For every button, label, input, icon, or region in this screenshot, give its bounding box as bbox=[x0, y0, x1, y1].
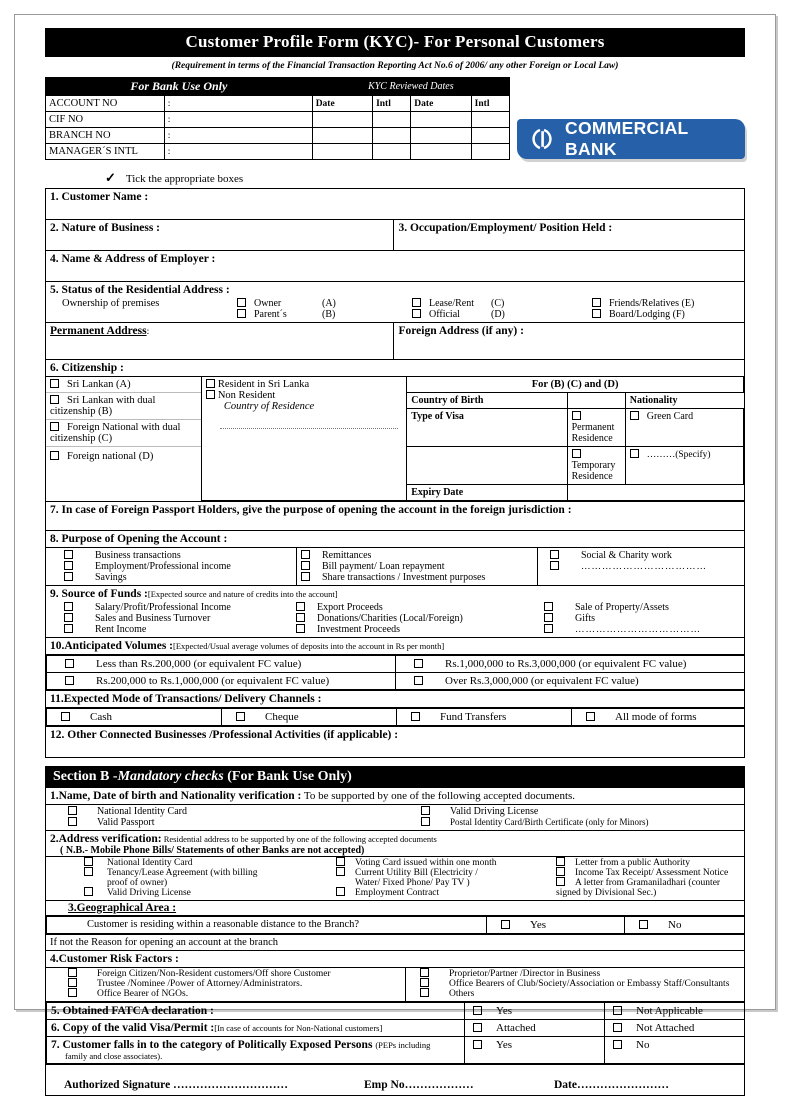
heading-mode-of-transactions: 11.Expected Mode of Transactions/ Delivery Channels : bbox=[46, 691, 745, 708]
citizenship-spacer bbox=[46, 485, 201, 501]
checkbox-icon[interactable] bbox=[50, 451, 59, 460]
date-field[interactable]: Date…………………… bbox=[554, 1079, 669, 1091]
ownership-option-owner[interactable]: Owner (A) bbox=[237, 298, 412, 309]
checkbox-icon[interactable] bbox=[65, 659, 74, 668]
checkbox-icon[interactable] bbox=[64, 602, 73, 611]
volume-option-less-than-200k[interactable]: Less than Rs.200,000 (or equivalent FC value) bbox=[47, 656, 396, 673]
sof-option-donations[interactable]: Donations/Charities (Local/Foreign) bbox=[296, 613, 528, 624]
review-date-cell[interactable] bbox=[312, 144, 372, 160]
heading-anticipated-volumes: 10.Anticipated Volumes :[Expected/Usual average volumes of deposits into the account in Rs per month] bbox=[46, 638, 745, 655]
for-bcd-header: For (B) (C) and (D) bbox=[407, 377, 744, 393]
b2-option-driving-license[interactable]: Valid Driving License bbox=[84, 888, 334, 898]
emp-no-field[interactable]: Emp No……………… bbox=[364, 1079, 474, 1091]
b2-option-tenancy-cont: proof of owner) bbox=[107, 878, 168, 888]
b2-option-nic[interactable]: National Identity Card bbox=[84, 858, 334, 868]
field-nature-of-business[interactable]: 2. Nature of Business : bbox=[46, 220, 394, 251]
checkbox-icon[interactable] bbox=[411, 712, 420, 721]
field-foreign-jurisdiction-purpose[interactable]: 7. In case of Foreign Passport Holders, give the purpose of opening the account in the foreign jurisdiction : bbox=[46, 502, 745, 531]
b2-option-public-authority[interactable]: Letter from a public Authority bbox=[556, 858, 744, 868]
checkbox-icon[interactable] bbox=[64, 550, 73, 559]
review-date-cell[interactable] bbox=[411, 144, 471, 160]
checkbox-icon[interactable] bbox=[473, 1006, 482, 1015]
checkbox-icon[interactable] bbox=[420, 978, 429, 987]
purpose-option-social-charity[interactable]: Social & Charity work bbox=[550, 550, 740, 561]
purpose-option-other[interactable]: ……………………………… bbox=[550, 561, 740, 572]
sof-option-gifts[interactable]: Gifts bbox=[544, 613, 740, 624]
checkbox-icon[interactable] bbox=[68, 988, 77, 997]
volume-option-over-3m[interactable]: Over Rs.3,000,000 (or equivalent FC value) bbox=[396, 673, 745, 690]
mode-option-cheque[interactable]: Cheque bbox=[222, 709, 397, 726]
checkbox-icon[interactable] bbox=[613, 1006, 622, 1015]
checkbox-icon[interactable] bbox=[556, 877, 565, 886]
review-intl-cell[interactable] bbox=[471, 112, 509, 128]
checkbox-icon[interactable] bbox=[544, 602, 553, 611]
purpose-option-savings[interactable]: Savings bbox=[64, 572, 292, 583]
residency-option-resident[interactable]: Resident in Sri Lanka bbox=[206, 379, 402, 390]
sof-option-sales-turnover[interactable]: Sales and Business Turnover bbox=[64, 613, 292, 624]
checkbox-icon[interactable] bbox=[550, 550, 559, 559]
field-customer-name[interactable]: 1. Customer Name : bbox=[46, 189, 745, 220]
input-country-of-birth[interactable] bbox=[567, 393, 625, 409]
purpose-option-share-transactions[interactable]: Share transactions / Investment purposes bbox=[301, 572, 533, 583]
signature-row bbox=[46, 1065, 745, 1096]
b2-option-utility-bill[interactable]: Current Utility Bill (Electricity / bbox=[336, 868, 554, 878]
purpose-option-remittances[interactable]: Remittances bbox=[301, 550, 533, 561]
b5-option-yes[interactable]: Yes bbox=[465, 1003, 605, 1020]
b3-option-yes[interactable]: Yes bbox=[487, 917, 625, 934]
checkbox-icon[interactable] bbox=[206, 379, 215, 388]
checkbox-icon[interactable] bbox=[613, 1023, 622, 1032]
checkbox-icon[interactable] bbox=[68, 968, 77, 977]
row-label-cif-no: CIF NO bbox=[46, 112, 165, 128]
checkbox-icon[interactable] bbox=[64, 624, 73, 633]
citizenship-option-dual-sri-lankan[interactable]: Sri Lankan with dual citizenship (B) bbox=[46, 393, 201, 420]
b3-if-not-reason[interactable]: If not the Reason for opening an account at the branch bbox=[46, 935, 745, 951]
checkbox-icon[interactable] bbox=[501, 920, 510, 929]
col-header-intl-2: Intl bbox=[471, 96, 509, 112]
row-label-account-no: ACCOUNT NO bbox=[46, 96, 165, 112]
purpose-option-employment-income[interactable]: Employment/Professional income bbox=[64, 561, 292, 572]
checkbox-icon[interactable] bbox=[296, 602, 305, 611]
checkbox-icon[interactable] bbox=[84, 887, 93, 896]
label-type-of-visa: Type of Visa bbox=[407, 409, 567, 447]
checkbox-icon[interactable] bbox=[84, 867, 93, 876]
checkbox-icon[interactable] bbox=[301, 561, 310, 570]
field-other-businesses[interactable]: 12. Other Connected Businesses /Professional Activities (if applicable) : bbox=[46, 727, 745, 758]
citizenship-option-sri-lankan[interactable]: Sri Lankan (A) bbox=[46, 377, 201, 393]
review-date-cell[interactable] bbox=[411, 128, 471, 144]
checkbox-icon[interactable] bbox=[412, 309, 421, 318]
b3-question-row bbox=[46, 916, 745, 935]
checkbox-icon[interactable] bbox=[412, 298, 421, 307]
checkbox-icon[interactable] bbox=[84, 857, 93, 866]
b4-heading: 4.Customer Risk Factors : bbox=[46, 951, 745, 968]
section-b-header: Section B -Mandatory checks (For Bank Use Only) bbox=[45, 766, 745, 788]
checkbox-icon[interactable] bbox=[336, 887, 345, 896]
check-icon: ✓ bbox=[105, 170, 116, 185]
review-intl-cell[interactable] bbox=[373, 144, 411, 160]
purpose-option-bill-payment[interactable]: Bill payment/ Loan repayment bbox=[301, 561, 533, 572]
section-mode-of-transactions bbox=[46, 708, 745, 727]
review-intl-cell[interactable] bbox=[373, 128, 411, 144]
bank-use-header: For Bank Use Only bbox=[46, 78, 313, 96]
checkbox-icon[interactable] bbox=[572, 411, 581, 420]
review-intl-cell[interactable] bbox=[471, 128, 509, 144]
field-permanent-address[interactable]: Permanent Address: bbox=[46, 323, 394, 360]
checkbox-icon[interactable] bbox=[50, 379, 59, 388]
checkbox-icon[interactable] bbox=[68, 817, 77, 826]
sof-option-investment-proceeds[interactable]: Investment Proceeds bbox=[296, 624, 528, 635]
citizenship-option-foreign-dual[interactable]: Foreign National with dual citizenship (C) bbox=[46, 420, 201, 447]
checkbox-icon[interactable] bbox=[296, 613, 305, 622]
sof-option-salary[interactable]: Salary/Profit/Professional Income bbox=[64, 602, 292, 613]
checkbox-icon[interactable] bbox=[592, 298, 601, 307]
checkbox-icon[interactable] bbox=[68, 978, 77, 987]
ownership-label: Ownership of premises bbox=[62, 298, 160, 309]
page-title: Customer Profile Form (KYC)- For Personal Customers bbox=[45, 28, 745, 57]
bank-use-table bbox=[45, 77, 510, 160]
checkbox-icon[interactable] bbox=[237, 309, 246, 318]
mode-option-cash[interactable]: Cash bbox=[47, 709, 222, 726]
checkbox-icon[interactable] bbox=[64, 572, 73, 581]
page-subtitle: (Requirement in terms of the Financial Transaction Reporting Act No.6 of 2006/ any other Foreign or Local Law) bbox=[171, 61, 619, 71]
b2-option-gramaniladhari-cont: signed by Divisional Sec.) bbox=[556, 888, 657, 898]
volume-option-200k-1m[interactable]: Rs.200,000 to Rs.1,000,000 (or equivalent FC value) bbox=[47, 673, 396, 690]
col-header-date-1: Date bbox=[312, 96, 372, 112]
review-date-cell[interactable] bbox=[411, 112, 471, 128]
sof-option-sale-of-property[interactable]: Sale of Property/Assets bbox=[544, 602, 740, 613]
b3-heading: 3.Geographical Area : bbox=[46, 901, 745, 916]
checkbox-icon[interactable] bbox=[613, 1040, 622, 1049]
b1-option-passport[interactable]: Valid Passport bbox=[68, 817, 417, 828]
cif-no-field[interactable]: : bbox=[164, 112, 312, 128]
sof-option-export-proceeds[interactable]: Export Proceeds bbox=[296, 602, 528, 613]
b4-option-ngo-bearer[interactable]: Office Bearer of NGOs. bbox=[68, 989, 403, 999]
checkbox-icon[interactable] bbox=[572, 449, 581, 458]
checkbox-icon[interactable] bbox=[61, 712, 70, 721]
residency-option-non-resident[interactable]: Non Resident bbox=[206, 390, 402, 401]
col-header-date-2: Date bbox=[411, 96, 471, 112]
ownership-option-lease-rent[interactable]: Lease/Rent (C) bbox=[412, 298, 592, 309]
checkbox-icon[interactable] bbox=[50, 422, 59, 431]
country-of-residence-label: Country of Residence bbox=[223, 401, 315, 412]
b2-option-voting-card[interactable]: Voting Card issued within one month bbox=[336, 858, 554, 868]
checkbox-icon[interactable] bbox=[50, 395, 59, 404]
checkbox-icon[interactable] bbox=[592, 309, 601, 318]
b3-option-no[interactable]: No bbox=[625, 917, 745, 934]
review-date-cell[interactable] bbox=[312, 112, 372, 128]
checkbox-icon[interactable] bbox=[473, 1040, 482, 1049]
checkbox-icon[interactable] bbox=[421, 817, 430, 826]
review-date-cell[interactable] bbox=[312, 128, 372, 144]
b4-option-foreign-citizen[interactable]: Foreign Citizen/Non-Resident customers/Off shore Customer bbox=[68, 969, 403, 979]
checkbox-icon[interactable] bbox=[414, 676, 423, 685]
b1-option-postal-id[interactable]: Postal Identity Card/Birth Certificate (only for Minors) bbox=[421, 817, 740, 828]
authorized-signature-field[interactable]: Authorized Signature ………………………… bbox=[64, 1079, 289, 1091]
b5-option-not-applicable[interactable]: Not Applicable bbox=[605, 1003, 745, 1020]
label-expiry-date: Expiry Date bbox=[407, 485, 567, 501]
b4-options bbox=[46, 968, 745, 1002]
b7-heading: 7. Customer falls in to the category of Politically Exposed Persons (PEPs including family and close associates). bbox=[47, 1037, 465, 1064]
section-b-table bbox=[45, 788, 745, 1096]
manager-intl-field[interactable]: : bbox=[164, 144, 312, 160]
b2-options bbox=[46, 857, 745, 901]
country-of-residence-input[interactable] bbox=[220, 428, 398, 429]
input-expiry-date[interactable] bbox=[567, 485, 743, 501]
ownership-option-official[interactable]: Official (D) bbox=[412, 309, 592, 320]
checkbox-icon[interactable] bbox=[336, 867, 345, 876]
b2-option-employment-contract[interactable]: Employment Contract bbox=[336, 888, 554, 898]
b1-option-nic[interactable]: National Identity Card bbox=[68, 806, 417, 817]
review-intl-cell[interactable] bbox=[471, 144, 509, 160]
branch-no-field[interactable]: : bbox=[164, 128, 312, 144]
label-country-of-birth: Country of Birth bbox=[407, 393, 567, 409]
b5-row bbox=[46, 1002, 745, 1065]
b6-option-not-attached[interactable]: Not Attached bbox=[605, 1020, 745, 1037]
kyc-reviewed-header: KYC Reviewed Dates bbox=[312, 78, 509, 96]
ownership-option-board-lodging[interactable]: Board/Lodging (F) bbox=[592, 309, 740, 320]
b1-option-driving-license[interactable]: Valid Driving License bbox=[421, 806, 740, 817]
visa-option-specify[interactable]: ………(Specify) bbox=[625, 447, 743, 485]
col-header-intl-1: Intl bbox=[373, 96, 411, 112]
b6-option-attached[interactable]: Attached bbox=[465, 1020, 605, 1037]
citizenship-table bbox=[46, 376, 744, 501]
checkbox-icon[interactable] bbox=[65, 676, 74, 685]
b4-option-proprietor[interactable]: Proprietor/Partner /Director in Business bbox=[420, 969, 742, 979]
b1-options bbox=[46, 805, 745, 831]
checkbox-icon[interactable] bbox=[237, 298, 246, 307]
b5-heading: 5. Obtained FATCA declaration : bbox=[47, 1003, 465, 1020]
section-residential-status: 5. Status of the Residential Address : Ownership of premises Owner (A) Parent´s (B) Lease/Rent (C) Official (D) Friends/Relatives (E) Board/Lodging (F) bbox=[46, 282, 745, 323]
checkbox-icon[interactable] bbox=[414, 659, 423, 668]
checkbox-icon[interactable] bbox=[421, 806, 430, 815]
checkbox-icon[interactable] bbox=[68, 806, 77, 815]
b2-option-gramaniladhari[interactable]: A letter from Gramaniladhari (counter bbox=[556, 878, 744, 888]
b2-option-tax-receipt[interactable]: Income Tax Receipt/ Assessment Notice bbox=[556, 868, 744, 878]
field-occupation[interactable]: 3. Occupation/Employment/ Position Held : bbox=[394, 220, 745, 251]
checkbox-icon[interactable] bbox=[206, 390, 215, 399]
b6-heading: 6. Copy of the valid Visa/Permit :[In case of accounts for Non-National customers] bbox=[47, 1020, 465, 1037]
checkbox-icon[interactable] bbox=[550, 561, 559, 570]
checkbox-icon[interactable] bbox=[556, 857, 565, 866]
field-employer-address[interactable]: 4. Name & Address of Employer : bbox=[46, 251, 745, 282]
volume-option-1m-3m[interactable]: Rs.1,000,000 to Rs.3,000,000 (or equivalent FC value) bbox=[396, 656, 745, 673]
row-label-manager-intl: MANAGER´S INTL bbox=[46, 144, 165, 160]
citizenship-option-foreign-national[interactable]: Foreign national (D) bbox=[46, 447, 201, 464]
checkbox-icon[interactable] bbox=[64, 561, 73, 570]
sof-option-rent-income[interactable]: Rent Income bbox=[64, 624, 292, 635]
label-nationality: Nationality bbox=[625, 393, 743, 409]
main-form-table bbox=[45, 188, 745, 758]
mode-option-fund-transfers[interactable]: Fund Transfers bbox=[397, 709, 572, 726]
residency-options bbox=[201, 377, 406, 485]
checkbox-icon[interactable] bbox=[420, 968, 429, 977]
b2-heading: 2.Address verification: Residential address to be supported by one of the following accepted documents ( N.B.- Mobile Phone Bills/ Statements of other Banks are not accepted) bbox=[46, 831, 745, 857]
ownership-option-friends-relatives[interactable]: Friends/Relatives (E) bbox=[592, 298, 740, 309]
checkbox-icon[interactable] bbox=[639, 920, 648, 929]
checkbox-icon[interactable] bbox=[630, 411, 639, 420]
row-label-branch-no: BRANCH NO bbox=[46, 128, 165, 144]
checkbox-icon[interactable] bbox=[420, 988, 429, 997]
b4-option-others[interactable]: Others bbox=[420, 989, 742, 999]
b2-option-utility-cont: Water/ Fixed Phone/ Pay TV ) bbox=[355, 878, 470, 888]
checkbox-icon[interactable] bbox=[630, 449, 639, 458]
b2-option-tenancy[interactable]: Tenancy/Lease Agreement (with billing bbox=[84, 868, 334, 878]
b4-option-club-bearers[interactable]: Office Bearers of Club/Society/Association or Embassy Staff/Consultants bbox=[420, 979, 742, 989]
b7-option-no[interactable]: No bbox=[605, 1037, 745, 1064]
field-foreign-address[interactable]: Foreign Address (if any) : bbox=[394, 323, 745, 360]
citizenship-options bbox=[46, 377, 201, 485]
checkbox-icon[interactable] bbox=[544, 624, 553, 633]
logo-text: COMMERCIAL BANK bbox=[565, 118, 689, 159]
purpose-option-business-transactions[interactable]: Business transactions bbox=[64, 550, 292, 561]
checkbox-icon[interactable] bbox=[556, 867, 565, 876]
heading-citizenship: 6. Citizenship : bbox=[50, 362, 124, 374]
visa-option-permanent-residence[interactable]: Permanent Residence bbox=[567, 409, 625, 447]
checkbox-icon[interactable] bbox=[236, 712, 245, 721]
section-source-of-funds: 9. Source of Funds :[Expected source and nature of credits into the account] Salary/Profit/Professional Income Sales and Business Turnover Rent Income Export Proceeds Donations/Charities (Local/Foreign) Investment Proceeds Sale of Property/Assets Gifts ……………………………… bbox=[46, 586, 745, 638]
visa-option-temporary-residence[interactable]: Temporary Residence bbox=[567, 447, 625, 485]
b3-question: Customer is residing within a reasonable distance to the Branch? bbox=[47, 917, 487, 934]
section-purpose-of-account: 8. Purpose of Opening the Account : Business transactions Employment/Professional income Savings Remittances Bill payment/ Loan repayment Share transactions / Investment purposes Social & Charity work ……………………………… bbox=[46, 531, 745, 586]
checkbox-icon[interactable] bbox=[586, 712, 595, 721]
account-no-field[interactable]: : bbox=[164, 96, 312, 112]
checkbox-icon[interactable] bbox=[296, 624, 305, 633]
checkbox-icon[interactable] bbox=[544, 613, 553, 622]
section-anticipated-volumes bbox=[46, 655, 745, 691]
review-intl-cell[interactable] bbox=[373, 112, 411, 128]
b7-option-yes[interactable]: Yes bbox=[465, 1037, 605, 1064]
mode-option-all-modes[interactable]: All mode of forms bbox=[572, 709, 745, 726]
b4-option-trustee[interactable]: Trustee /Nominee /Power of Attorney/Administrators. bbox=[68, 979, 403, 989]
checkbox-icon[interactable] bbox=[336, 857, 345, 866]
b1-heading: 1.Name, Date of birth and Nationality verification : To be supported by one of the following accepted documents. bbox=[46, 788, 745, 805]
checkbox-icon[interactable] bbox=[473, 1023, 482, 1032]
checkbox-icon[interactable] bbox=[301, 572, 310, 581]
ownership-option-parents[interactable]: Parent´s (B) bbox=[237, 309, 412, 320]
sof-option-other[interactable]: ……………………………… bbox=[544, 624, 740, 635]
commercial-bank-emblem-icon bbox=[531, 128, 557, 150]
visa-option-green-card[interactable]: Green Card bbox=[625, 409, 743, 447]
tick-instruction: ✓ Tick the appropriate boxes bbox=[105, 170, 244, 185]
checkbox-icon[interactable] bbox=[301, 550, 310, 559]
citizenship-spacer-2 bbox=[201, 485, 406, 501]
checkbox-icon[interactable] bbox=[64, 613, 73, 622]
b2-nb-note: ( N.B.- Mobile Phone Bills/ Statements of other Banks are not accepted) bbox=[60, 845, 365, 856]
visa-blank-cell bbox=[407, 447, 567, 485]
commercial-bank-logo bbox=[517, 119, 745, 159]
